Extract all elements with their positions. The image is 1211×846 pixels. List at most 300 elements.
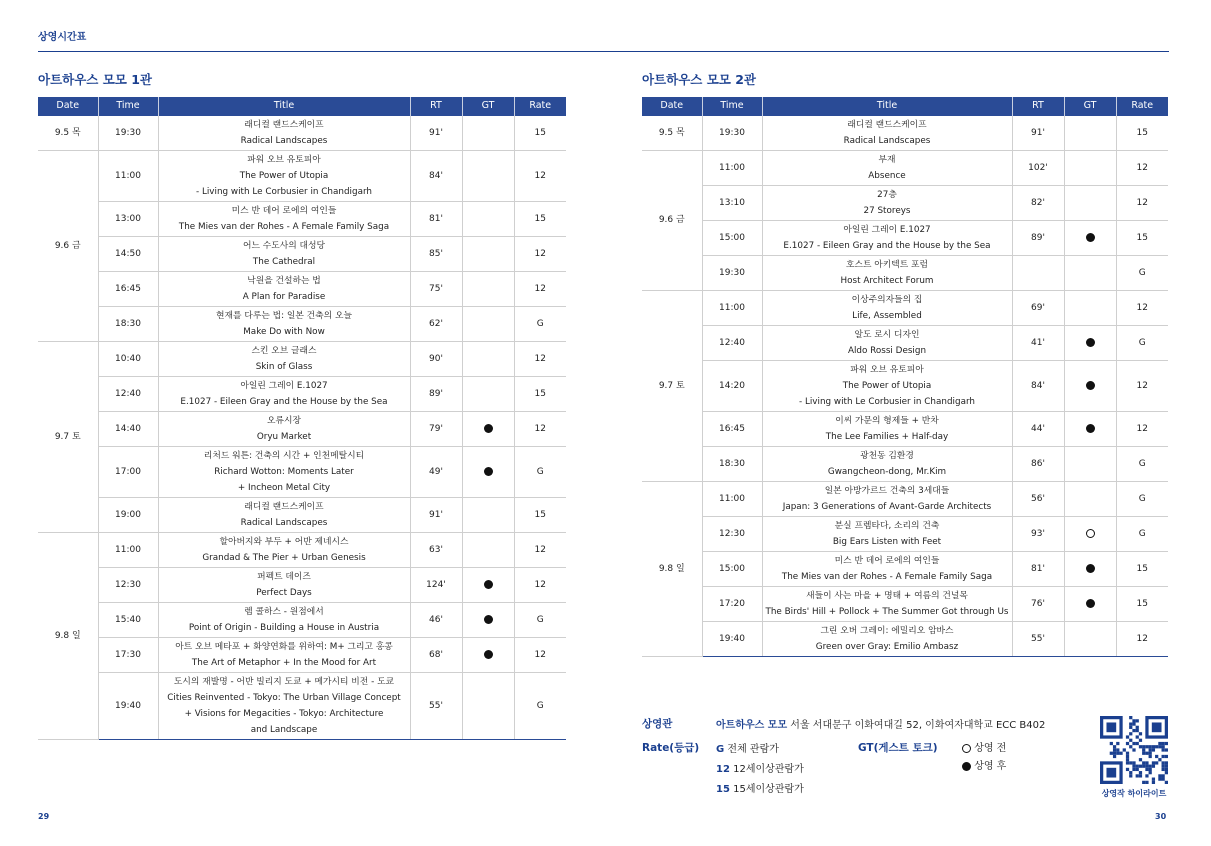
title-cell	[158, 672, 410, 739]
rate-cell: 15	[514, 376, 566, 411]
table-row	[642, 185, 1168, 220]
time-cell: 15:40	[98, 602, 158, 637]
rate-cell: 12	[514, 567, 566, 602]
title-cell	[762, 115, 1012, 150]
runtime-cell: 93'	[1012, 516, 1064, 551]
title-korean: 래디컬 랜드스케이프	[244, 501, 324, 512]
table-row	[642, 255, 1168, 290]
title-english: Richard Wotton: Moments Later	[214, 466, 354, 477]
title-english: Big Ears Listen with Feet	[832, 536, 942, 547]
col-gt: GT	[462, 97, 514, 115]
title-korean: 낙원을 건설하는 법	[247, 275, 321, 286]
runtime-cell: 63'	[410, 532, 462, 567]
time-cell: 14:20	[702, 360, 762, 411]
rate-cell: G	[1116, 516, 1168, 551]
time-cell: 13:10	[702, 185, 762, 220]
runtime-cell: 55'	[410, 672, 462, 739]
table-row	[38, 236, 566, 271]
title-korean: 오류시장	[267, 415, 301, 426]
table-row	[642, 481, 1168, 516]
title-korean: 분실 프렘타다, 소리의 건축	[834, 520, 940, 531]
header-divider	[38, 51, 1169, 52]
filled-circle-icon	[1086, 381, 1095, 390]
runtime-cell	[1012, 255, 1064, 290]
section-label: 상영시간표	[38, 32, 87, 43]
title-english: The Power of Utopia	[842, 380, 932, 391]
title-english: and Landscape	[250, 724, 318, 735]
gt-cell	[462, 446, 514, 497]
title-korean: 알도 로시 디자인	[854, 329, 920, 340]
runtime-cell: 91'	[410, 497, 462, 532]
rate-cell: 15	[1116, 586, 1168, 621]
time-cell: 12:30	[702, 516, 762, 551]
time-cell: 19:30	[98, 115, 158, 150]
time-cell: 18:30	[98, 306, 158, 341]
title-english: Radical Landscapes	[843, 135, 931, 146]
date-cell: 9.5 목	[642, 115, 702, 150]
time-cell: 12:40	[702, 325, 762, 360]
title-korean: 아일린 그레이 E.1027	[240, 380, 328, 391]
rate-cell: 12	[1116, 360, 1168, 411]
runtime-cell: 41'	[1012, 325, 1064, 360]
date-cell: 9.5 목	[38, 115, 98, 150]
table-row	[642, 150, 1168, 185]
title-english: Aldo Rossi Design	[847, 345, 927, 356]
rate-cell: 15	[1116, 115, 1168, 150]
col-rate: Rate	[514, 97, 566, 115]
qr-code-icon[interactable]	[1100, 716, 1168, 784]
time-cell: 17:00	[98, 446, 158, 497]
title-cell	[158, 341, 410, 376]
time-cell: 19:00	[98, 497, 158, 532]
title-korean: 파워 오브 유토피아	[850, 364, 924, 375]
col-gt: GT	[1064, 97, 1116, 115]
title-english: Host Architect Forum	[840, 275, 934, 286]
runtime-cell: 89'	[1012, 220, 1064, 255]
gt-cell	[462, 201, 514, 236]
col-date: Date	[38, 97, 98, 115]
gt-cell	[462, 306, 514, 341]
title-english: The Birds' Hill + Pollock + The Summer Got through Us	[765, 606, 1009, 617]
time-cell: 16:45	[98, 271, 158, 306]
gt-cell	[1064, 446, 1116, 481]
title-korean: 아트 오브 메타포 + 화양연화를 위하여: M+ 그리고 홍콩	[175, 641, 393, 652]
rate-cell: G	[514, 446, 566, 497]
title-english: The Mies van der Rohes - A Female Family Saga	[178, 221, 390, 232]
title-english: The Lee Families + Half-day	[825, 431, 949, 442]
title-korean: 어느 수도사의 대성당	[242, 240, 326, 251]
title-english: The Art of Metaphor + In the Mood for Art	[191, 657, 377, 668]
col-title: Title	[762, 97, 1012, 115]
title-korean: 현재를 다루는 법: 일본 건축의 오늘	[216, 310, 352, 321]
rate-cell: 12	[1116, 411, 1168, 446]
time-cell: 15:00	[702, 220, 762, 255]
table-row	[642, 220, 1168, 255]
table-row	[38, 602, 566, 637]
table-row	[642, 360, 1168, 411]
col-time: Time	[702, 97, 762, 115]
title-cell	[158, 201, 410, 236]
title-cell	[158, 236, 410, 271]
time-cell: 16:45	[702, 411, 762, 446]
title-cell	[158, 115, 410, 150]
table-row	[38, 497, 566, 532]
runtime-cell: 91'	[410, 115, 462, 150]
gt-cell	[1064, 411, 1116, 446]
title-english: The Cathedral	[252, 256, 316, 267]
venue2-title: 아트하우스 모모 2관	[642, 72, 757, 87]
title-korean: 스킨 오브 글래스	[251, 345, 317, 356]
runtime-cell: 84'	[410, 150, 462, 201]
title-english: The Mies van der Rohes - A Female Family Saga	[781, 571, 993, 582]
qr-caption: 상영작 하이라이트	[1101, 789, 1167, 798]
title-english: + Visions for Megacities - Tokyo: Architecture	[184, 708, 384, 719]
runtime-cell: 55'	[1012, 621, 1064, 656]
title-english: Make Do with Now	[243, 326, 325, 337]
rate-cell: 15	[514, 115, 566, 150]
title-english: Radical Landscapes	[240, 135, 328, 146]
title-english: Point of Origin - Building a House in Austria	[188, 622, 380, 633]
rate-cell: G	[514, 306, 566, 341]
title-english: Skin of Glass	[255, 361, 313, 372]
gt-cell	[462, 236, 514, 271]
gt-cell	[462, 341, 514, 376]
filled-circle-icon	[484, 580, 493, 589]
table-row	[38, 446, 566, 497]
runtime-cell: 68'	[410, 637, 462, 672]
col-rt: RT	[1012, 97, 1064, 115]
gt-label: GT(게스트 토크)	[858, 742, 938, 754]
runtime-cell: 44'	[1012, 411, 1064, 446]
venue1-schedule-table	[38, 97, 566, 740]
rate-cell: 12	[514, 637, 566, 672]
rate-cell: G	[1116, 481, 1168, 516]
runtime-cell: 86'	[1012, 446, 1064, 481]
filled-circle-icon	[484, 424, 493, 433]
table-row	[38, 672, 566, 739]
time-cell: 11:00	[702, 481, 762, 516]
title-korean: 일본 아방가르드 건축의 3세대들	[824, 485, 950, 496]
runtime-cell: 89'	[410, 376, 462, 411]
title-english: The Power of Utopia	[239, 170, 329, 181]
rate-cell: G	[1116, 446, 1168, 481]
rate-cell: 12	[1116, 290, 1168, 325]
date-cell: 9.6 금	[642, 150, 702, 290]
title-cell	[158, 150, 410, 201]
rate-cell: 12	[514, 532, 566, 567]
table-row	[38, 637, 566, 672]
gt-cell	[462, 532, 514, 567]
title-korean: 할아버지와 부두 + 어반 제네시스	[219, 536, 349, 547]
gt-cell	[1064, 516, 1116, 551]
venue-name: 아트하우스 모모	[716, 720, 788, 731]
table-row	[642, 551, 1168, 586]
runtime-cell: 75'	[410, 271, 462, 306]
gt-cell	[1064, 255, 1116, 290]
rate-cell: 12	[514, 150, 566, 201]
table-row	[38, 271, 566, 306]
title-korean: 퍼펙트 데이즈	[257, 571, 311, 582]
title-english: A Plan for Paradise	[242, 291, 326, 302]
time-cell: 19:30	[702, 115, 762, 150]
rate-label: Rate(등급)	[642, 742, 700, 754]
col-rt: RT	[410, 97, 462, 115]
runtime-cell: 69'	[1012, 290, 1064, 325]
time-cell: 11:00	[702, 150, 762, 185]
gt-cell	[1064, 481, 1116, 516]
title-english: Green over Gray: Emilio Ambasz	[815, 641, 959, 652]
title-cell	[762, 621, 1012, 656]
title-korean: 파워 오브 유토피아	[247, 154, 321, 165]
title-english: - Living with Le Corbusier in Chandigarh	[195, 186, 373, 197]
time-cell: 18:30	[702, 446, 762, 481]
time-cell: 12:30	[98, 567, 158, 602]
gt-cell	[1064, 115, 1116, 150]
gt-cell	[1064, 220, 1116, 255]
table-row	[642, 290, 1168, 325]
gt-cell	[462, 376, 514, 411]
time-cell: 11:00	[98, 150, 158, 201]
title-cell	[158, 497, 410, 532]
title-korean: 호스트 아키텍트 포럼	[845, 259, 929, 270]
rate-cell: 12	[514, 411, 566, 446]
open-circle-icon	[1086, 529, 1095, 538]
gt-legend-item: 상영 전	[962, 740, 1006, 758]
title-english: 27 Storeys	[863, 205, 911, 216]
gt-cell	[462, 115, 514, 150]
runtime-cell: 49'	[410, 446, 462, 497]
title-english: Grandad & The Pier + Urban Genesis	[202, 552, 366, 563]
time-cell: 12:40	[98, 376, 158, 411]
time-cell: 11:00	[98, 532, 158, 567]
title-cell	[762, 255, 1012, 290]
gt-cell	[462, 150, 514, 201]
filled-circle-icon	[1086, 599, 1095, 608]
title-korean: 부재	[878, 154, 896, 165]
table-row	[642, 115, 1168, 150]
title-cell	[762, 551, 1012, 586]
filled-circle-icon	[1086, 564, 1095, 573]
col-time: Time	[98, 97, 158, 115]
filled-circle-icon	[1086, 338, 1095, 347]
runtime-cell: 102'	[1012, 150, 1064, 185]
title-english: E.1027 - Eileen Gray and the House by the Sea	[783, 240, 991, 251]
table-header-row	[642, 97, 1168, 115]
title-cell	[158, 637, 410, 672]
gt-legend-item: 상영 후	[962, 758, 1006, 776]
rate-cell: G	[1116, 255, 1168, 290]
title-korean: 광천동 김환경	[860, 450, 914, 461]
table-header-row	[38, 97, 566, 115]
gt-cell	[1064, 586, 1116, 621]
time-cell: 17:30	[98, 637, 158, 672]
title-korean: 미스 반 데어 로에의 여인들	[834, 555, 940, 566]
table-row	[642, 621, 1168, 656]
table-row	[642, 411, 1168, 446]
title-cell	[762, 360, 1012, 411]
table-row	[642, 446, 1168, 481]
title-cell	[762, 586, 1012, 621]
gt-cell	[462, 602, 514, 637]
title-cell	[158, 567, 410, 602]
title-cell	[158, 376, 410, 411]
venue-address: 서울 서대문구 이화여대길 52, 이화여자대학교 ECC B402	[790, 720, 1046, 731]
rate-legend	[716, 740, 804, 800]
title-korean: 렘 콜하스 - 원점에서	[244, 606, 324, 617]
time-cell: 13:00	[98, 201, 158, 236]
page-number-right: 30	[1155, 812, 1167, 821]
title-english: - Living with Le Corbusier in Chandigarh	[798, 396, 976, 407]
title-korean: 미스 반 데어 로에의 여인들	[231, 205, 337, 216]
gt-cell	[462, 411, 514, 446]
title-korean: 아일린 그레이 E.1027	[843, 224, 931, 235]
table-row	[38, 306, 566, 341]
title-cell	[762, 481, 1012, 516]
runtime-cell: 84'	[1012, 360, 1064, 411]
gt-cell	[1064, 290, 1116, 325]
gt-cell	[1064, 185, 1116, 220]
gt-cell	[462, 637, 514, 672]
table-row	[38, 532, 566, 567]
rate-cell: 12	[1116, 150, 1168, 185]
title-english: + Incheon Metal City	[237, 482, 331, 493]
title-korean: 이상주의자들의 집	[851, 294, 923, 305]
title-korean: 그린 오버 그레이: 에밀리오 암바스	[820, 625, 954, 636]
page-number-left: 29	[38, 812, 50, 821]
title-cell	[158, 306, 410, 341]
rate-cell: 12	[1116, 185, 1168, 220]
runtime-cell: 91'	[1012, 115, 1064, 150]
table-row	[38, 567, 566, 602]
gt-cell	[462, 497, 514, 532]
venue-label: 상영관	[642, 718, 673, 730]
col-title: Title	[158, 97, 410, 115]
filled-circle-icon	[1086, 233, 1095, 242]
time-cell: 15:00	[702, 551, 762, 586]
gt-cell	[1064, 551, 1116, 586]
runtime-cell: 81'	[1012, 551, 1064, 586]
title-korean: 래디컬 랜드스케이프	[244, 119, 324, 130]
title-english: Oryu Market	[256, 431, 312, 442]
runtime-cell: 81'	[410, 201, 462, 236]
open-circle-icon	[962, 744, 971, 753]
gt-cell	[1064, 150, 1116, 185]
title-english: Radical Landscapes	[240, 517, 328, 528]
title-english: Japan: 3 Generations of Avant-Garde Architects	[782, 501, 992, 512]
title-english: Gwangcheon-dong, Mr.Kim	[827, 466, 947, 477]
date-cell: 9.8 일	[642, 481, 702, 656]
time-cell: 10:40	[98, 341, 158, 376]
rate-cell: 15	[514, 201, 566, 236]
title-korean: 27층	[877, 189, 897, 200]
gt-cell	[1064, 325, 1116, 360]
runtime-cell: 79'	[410, 411, 462, 446]
title-korean: 도시의 재발명 - 어반 빌리지 도쿄 + 메가시티 비전 - 도쿄	[173, 676, 395, 687]
time-cell: 14:40	[98, 411, 158, 446]
title-cell	[762, 516, 1012, 551]
gt-cell	[462, 271, 514, 306]
time-cell: 11:00	[702, 290, 762, 325]
date-cell: 9.8 일	[38, 532, 98, 739]
runtime-cell: 56'	[1012, 481, 1064, 516]
rate-legend-item: G 전체 관람가	[716, 744, 779, 755]
title-english: Absence	[868, 170, 906, 181]
runtime-cell: 62'	[410, 306, 462, 341]
filled-circle-icon	[962, 762, 971, 771]
table-row	[38, 411, 566, 446]
col-rate: Rate	[1116, 97, 1168, 115]
rate-cell: 15	[514, 497, 566, 532]
title-cell	[158, 532, 410, 567]
rate-cell: 12	[514, 271, 566, 306]
table-row	[38, 376, 566, 411]
title-cell	[762, 290, 1012, 325]
time-cell: 14:50	[98, 236, 158, 271]
title-cell	[158, 446, 410, 497]
title-cell	[762, 150, 1012, 185]
time-cell: 17:20	[702, 586, 762, 621]
title-english: Cities Reinvented - Tokyo: The Urban Village Concept	[167, 692, 401, 703]
title-cell	[158, 602, 410, 637]
title-cell	[158, 271, 410, 306]
rate-cell: G	[514, 672, 566, 739]
rate-cell: 12	[514, 341, 566, 376]
filled-circle-icon	[1086, 424, 1095, 433]
gt-cell	[1064, 621, 1116, 656]
table-row	[38, 201, 566, 236]
title-korean: 새들이 사는 마을 + 명태 + 여름의 건널목	[806, 590, 968, 601]
title-cell	[762, 185, 1012, 220]
title-cell	[762, 325, 1012, 360]
rate-cell: 15	[1116, 551, 1168, 586]
table-row	[38, 115, 566, 150]
col-date: Date	[642, 97, 702, 115]
filled-circle-icon	[484, 650, 493, 659]
title-cell	[762, 446, 1012, 481]
title-english: Life, Assembled	[852, 310, 922, 321]
filled-circle-icon	[484, 615, 493, 624]
filled-circle-icon	[484, 467, 493, 476]
table-row	[38, 150, 566, 201]
rate-cell: 15	[1116, 220, 1168, 255]
title-korean: 이씨 가문의 형제들 + 반차	[835, 415, 939, 426]
title-english: E.1027 - Eileen Gray and the House by the Sea	[180, 396, 388, 407]
runtime-cell: 90'	[410, 341, 462, 376]
runtime-cell: 46'	[410, 602, 462, 637]
gt-cell	[1064, 360, 1116, 411]
title-korean: 래디컬 랜드스케이프	[847, 119, 927, 130]
runtime-cell: 124'	[410, 567, 462, 602]
time-cell: 19:30	[702, 255, 762, 290]
venue1-title: 아트하우스 모모 1관	[38, 72, 153, 87]
venue-info	[716, 716, 1045, 731]
title-korean: 리처드 워튼: 건축의 시간 + 인천메탈시티	[203, 450, 365, 461]
time-cell: 19:40	[98, 672, 158, 739]
time-cell: 19:40	[702, 621, 762, 656]
table-row	[38, 341, 566, 376]
runtime-cell: 85'	[410, 236, 462, 271]
rate-legend-item: 15 15세이상관람가	[716, 784, 804, 795]
runtime-cell: 82'	[1012, 185, 1064, 220]
rate-legend-item: 12 12세이상관람가	[716, 764, 804, 775]
date-cell: 9.7 토	[38, 341, 98, 532]
gt-legend	[962, 740, 1006, 776]
rate-cell: 12	[514, 236, 566, 271]
rate-cell: G	[514, 602, 566, 637]
title-cell	[762, 411, 1012, 446]
rate-cell: 12	[1116, 621, 1168, 656]
venue2-schedule-table	[642, 97, 1168, 657]
